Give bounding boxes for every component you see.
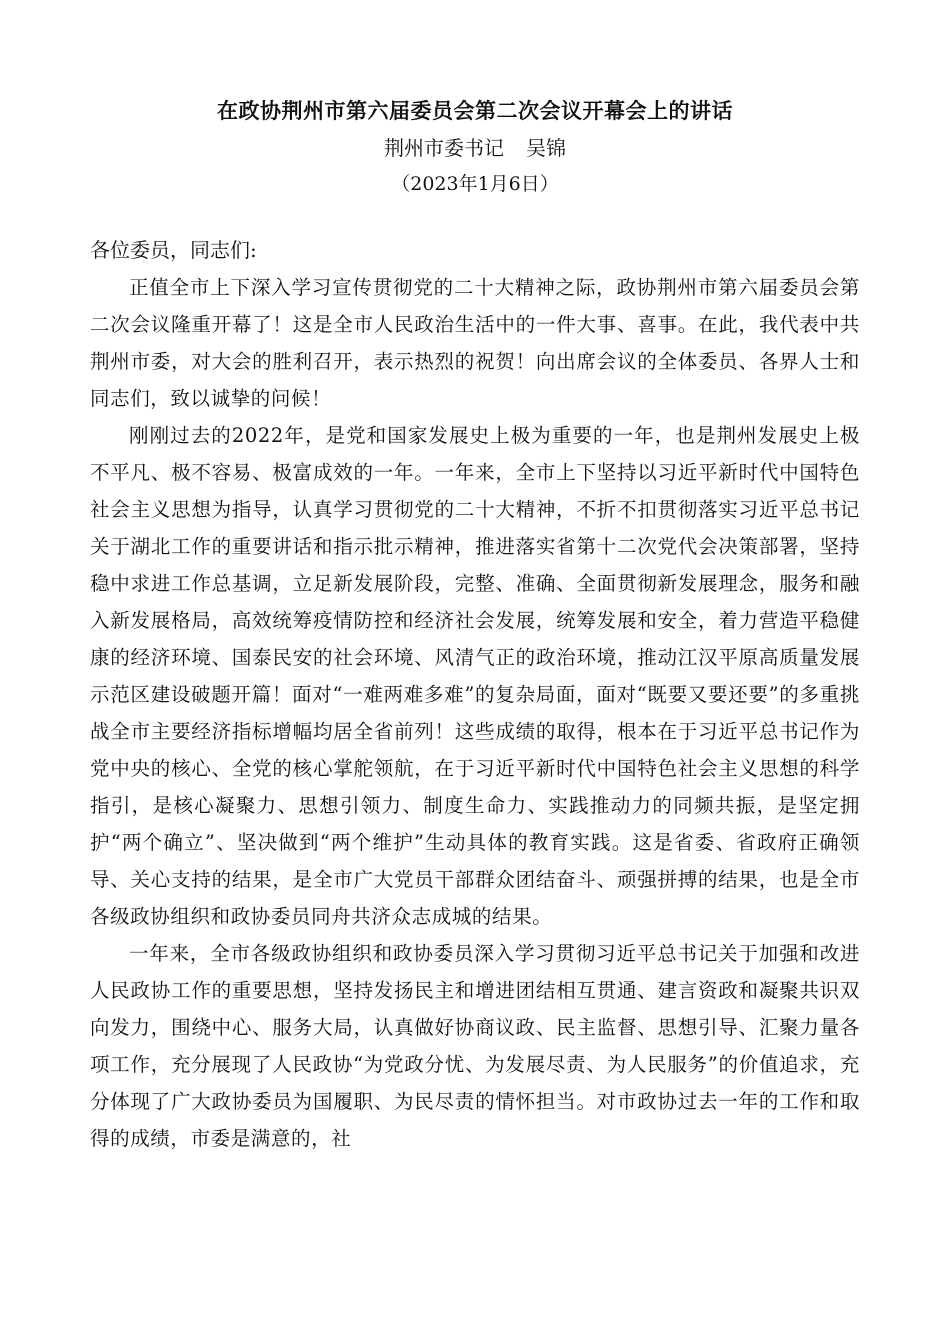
- document-page: [90, 92, 860, 1157]
- salutation: 各位委员，同志们:: [90, 238, 257, 262]
- paragraph: 刚刚过去的2022年，是党和国家发展史上极为重要的一年，也是荆州发展史上极不平凡、极不容易、极富成效的一年。一年来，全市上下坚持以习近平新时代中国特色社会主义思想为指导，认真学习贯彻党的二十大精神，不折不扣贯彻落实习近平总书记关于湖北工作的重要讲话和指示批示精神，推进落实省第十二次党代会决策部署，坚持稳中求进工作总基调，立足新发展阶段，完整、准确、全面贯彻新发展理念，服务和融入新发展格局，高效统筹疫情防控和经济社会发展，统筹发展和安全，着力营造平稳健康的经济环境、国泰民安的社会环境、风清气正的政治环境，推动江汉平原高质量发展示范区建设破题开篇！面对“一难两难多难”的复杂局面，面对“既要又要还要”的多重挑战全市主要经济指标增幅均居全省前列！这些成绩的取得，根本在于习近平总书记作为党中央的核心、全党的核心掌舵领航，在于习近平新时代中国特色社会主义思想的科学指引，是核心凝聚力、思想引领力、制度生命力、实践推动力的同频共振，是坚定拥护“两个确立”、坚决做到“两个维护”生动具体的教育实践。这是省委、省政府正确领导、关心支持的结果，是全市广大党员干部群众团结奋斗、顽强拼搏的结果，也是全市各级政协组织和政协委员同舟共济众志成城的结果。: [90, 424, 860, 928]
- paragraph: 正值全市上下深入学习宣传贯彻党的二十大精神之际，政协荆州市第六届委员会第二次会议隆重开幕了！这是全市人民政治生活中的一件大事、喜事。在此，我代表中共荆州市委，对大会的胜利召开，表示热烈的祝贺！向出席会议的全体委员、各界人士和同志们，致以诚挚的问候！: [90, 276, 860, 410]
- speech-date: （2023年1月6日）: [391, 173, 559, 195]
- speaker-role: 荆州市委书记: [384, 136, 504, 160]
- speaker-line: [90, 130, 860, 166]
- speaker-name: 吴锦: [526, 136, 566, 160]
- paragraph: 一年来，全市各级政协组织和政协委员深入学习贯彻习近平总书记关于加强和改进人民政协工作的重要思想，坚持发扬民主和增进团结相互贯通、建言资政和凝聚共识双向发力，围绕中心、服务大局，认真做好协商议政、民主监督、思想引导、汇聚力量各项工作，充分展现了人民政协“为党政分忧、为发展尽责、为人民服务”的价值追求，充分体现了广大政协委员为国履职、为民尽责的情怀担当。对市政协过去一年的工作和取得的成绩，市委是满意的，社: [90, 942, 860, 1150]
- document-title: 在政协荆州市第六届委员会第二次会议开幕会上的讲话: [217, 98, 733, 123]
